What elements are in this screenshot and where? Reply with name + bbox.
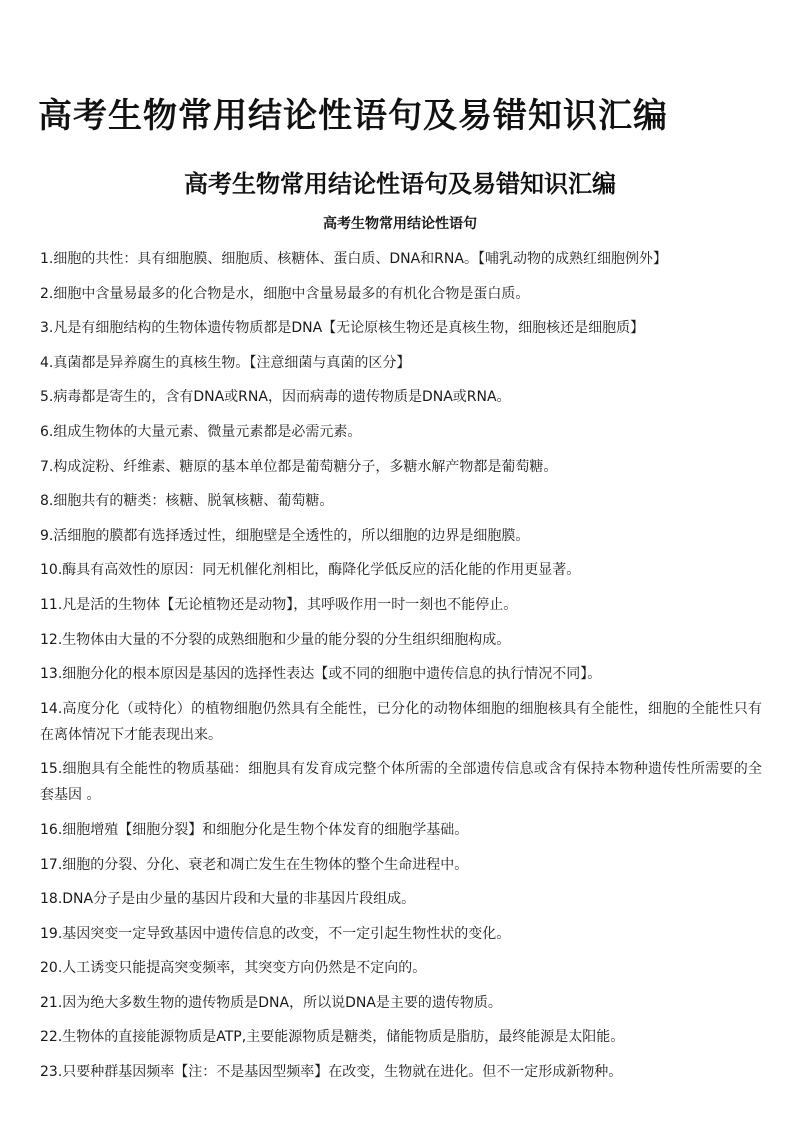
list-item: 22.生物体的直接能源物质是ATP,主要能源物质是糖类，储能物质是脂肪，最终能源是太阳能。: [40, 1029, 625, 1046]
document-title: 高考生物常用结论性语句及易错知识汇编: [38, 96, 668, 136]
list-item: 10.酶具有高效性的原因：同无机催化剂相比，酶降化学低反应的活化能的作用更显著。: [40, 562, 581, 579]
list-item: 5.病毒都是寄生的，含有DNA或RNA，因而病毒的遗传物质是DNA或RNA。: [40, 389, 511, 406]
list-item: 20.人工诱变只能提高突变频率，其突变方向仍然是不定向的。: [40, 960, 427, 977]
list-item: 8.细胞共有的糖类：核糖、脱氧核糖、葡萄糖。: [40, 493, 334, 510]
list-item: 6.组成生物体的大量元素、微量元素都是必需元素。: [40, 423, 362, 440]
list-item: 12.生物体由大量的不分裂的成熟细胞和少量的能分裂的分生组织细胞构成。: [40, 631, 511, 648]
main-heading: 高考生物常用结论性语句及易错知识汇编: [184, 170, 616, 198]
list-item: 16.细胞增殖【细胞分裂】和细胞分化是生物个体发育的细胞学基础。: [40, 821, 469, 838]
list-item: 17.细胞的分裂、分化、衰老和凋亡发生在生物体的整个生命进程中。: [40, 856, 469, 873]
list-item: 1.细胞的共性：具有细胞膜、细胞质、核糖体、蛋白质、DNA和RNA。【哺乳动物的成熟红细胞例外】: [40, 251, 667, 267]
list-item: 13.细胞分化的根本原因是基因的选择性表达【或不同的细胞中遗传信息的执行情况不同】。: [40, 666, 602, 683]
list-item: 23.只要种群基因频率【注：不是基因型频率】在改变，生物就在进化。但不一定形成新物种。: [40, 1064, 623, 1081]
list-item: 2.细胞中含量易最多的化合物是水，细胞中含量易最多的有机化合物是蛋白质。: [40, 285, 530, 302]
list-item: 7.构成淀粉、纤维素、糖原的基本单位都是葡萄糖分子，多糖水解产物都是葡萄糖。: [40, 458, 558, 475]
list-item: 18.DNA分子是由少量的基因片段和大量的非基因片段组成。: [40, 891, 416, 908]
statement-list: [40, 246, 762, 1085]
list-item: 19.基因突变一定导致基因中遗传信息的改变，不一定引起生物性状的变化。: [40, 925, 511, 942]
list-item: 15.细胞具有全能性的物质基础：细胞具有发育成完整个体所需的全部遗传信息或含有保持本物种遗传性所需要的全套基因 。: [40, 761, 762, 804]
list-item: 11.凡是活的生物体【无论植物还是动物】，其呼吸作用一时一刻也不能停止。: [40, 596, 518, 613]
list-item: 3.凡是有细胞结构的生物体遗传物质都是DNA【无论原核生物还是真核生物，细胞核还是细胞质】: [40, 320, 645, 337]
section-subheading: 高考生物常用结论性语句: [323, 216, 477, 232]
list-item: 9.活细胞的膜都有选择透过性，细胞壁是全透性的，所以细胞的边界是细胞膜。: [40, 527, 530, 544]
list-item: 21.因为绝大多数生物的遗传物质是DNA，所以说DNA是主要的遗传物质。: [40, 994, 502, 1011]
list-item: 4.真菌都是异养腐生的真核生物。【注意细菌与真菌的区分】: [40, 354, 411, 371]
list-item: 14.高度分化（或特化）的植物细胞仍然具有全能性，已分化的动物体细胞的细胞核具有全能性，细胞的全能性只有在离体情况下才能表现出来。: [40, 700, 762, 743]
